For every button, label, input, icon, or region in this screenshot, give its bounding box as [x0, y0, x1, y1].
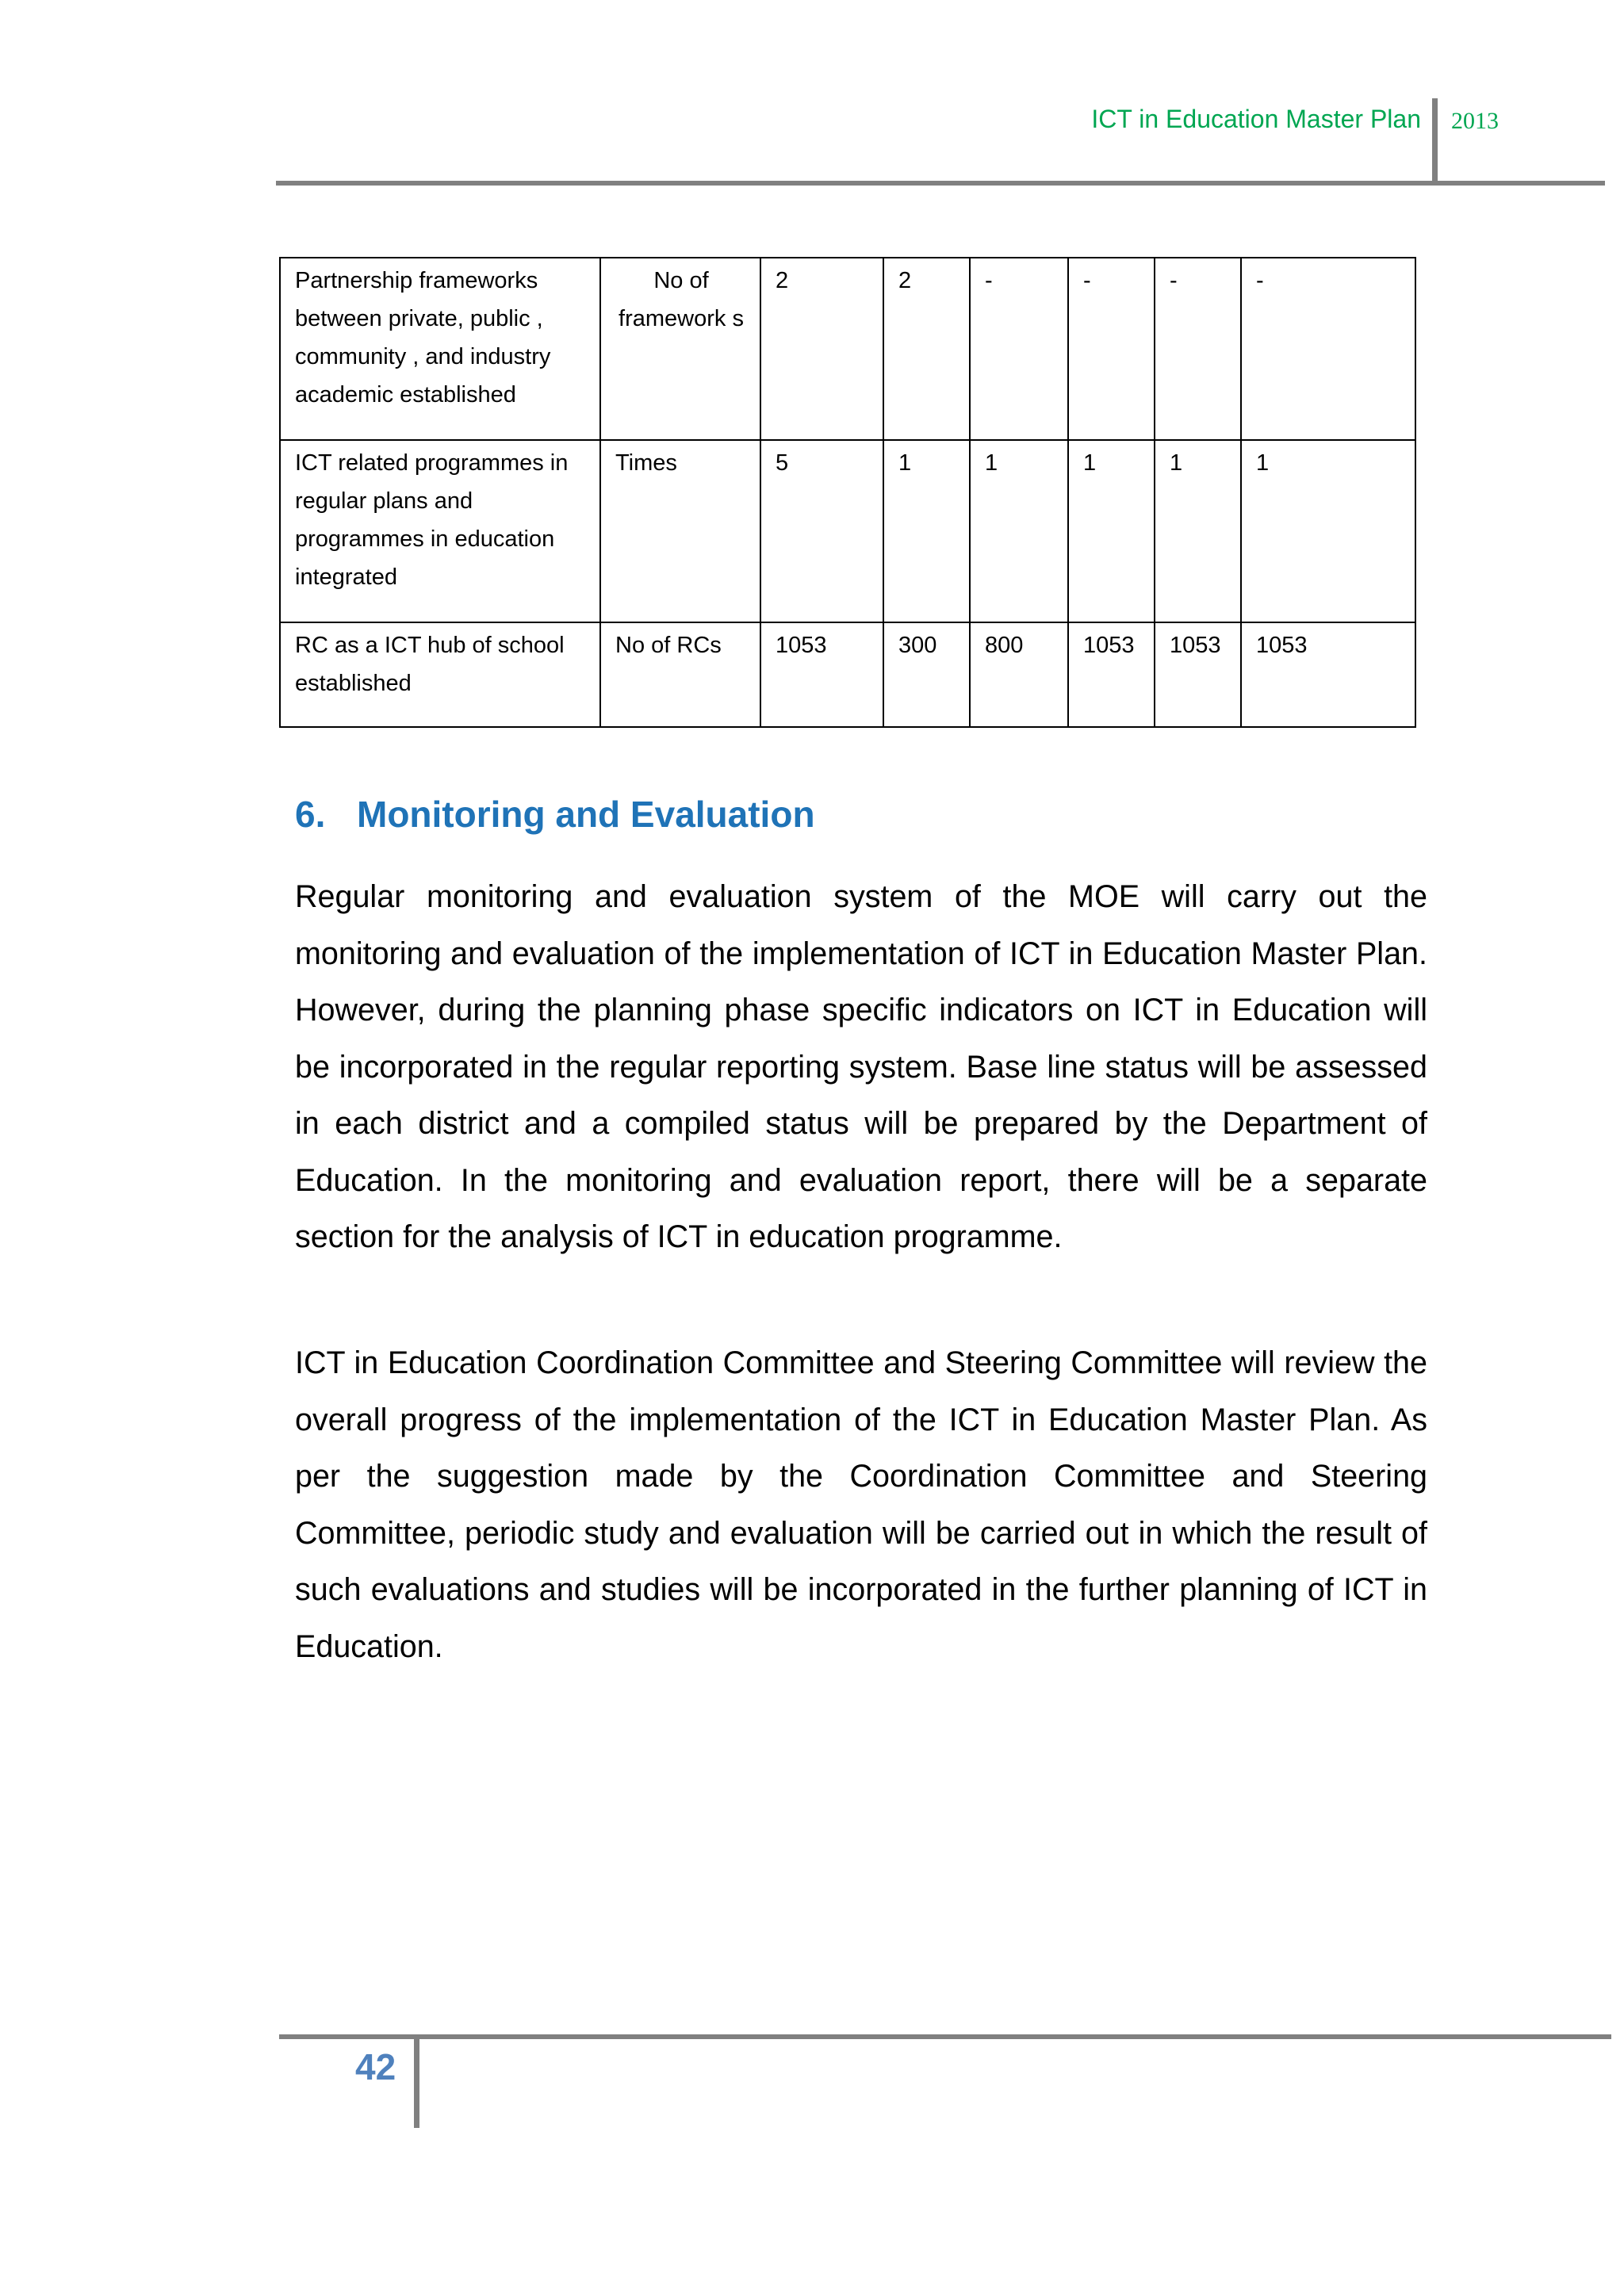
indicator-cell: RC as a ICT hub of school established — [280, 622, 600, 727]
value-cell: 1 — [883, 440, 970, 622]
value-cell: 1 — [1068, 440, 1155, 622]
footer-divider-vertical — [414, 2034, 419, 2128]
value-cell: 1 — [970, 440, 1068, 622]
unit-cell: No of RCs — [600, 622, 760, 727]
section-number: 6. — [295, 794, 326, 835]
value-cell: 300 — [883, 622, 970, 727]
value-cell: 1053 — [760, 622, 883, 727]
section-heading — [295, 793, 815, 836]
table-row — [280, 622, 1415, 727]
table-row — [280, 258, 1415, 440]
footer-rule — [279, 2034, 1611, 2039]
value-cell: - — [970, 258, 1068, 440]
table-row — [280, 440, 1415, 622]
value-cell: 2 — [760, 258, 883, 440]
header-rule — [276, 181, 1605, 186]
value-cell: 2 — [883, 258, 970, 440]
value-cell: - — [1155, 258, 1241, 440]
value-cell: - — [1241, 258, 1415, 440]
unit-cell: Times — [600, 440, 760, 622]
section-title: Monitoring and Evaluation — [357, 794, 815, 835]
indicator-cell: ICT related programmes in regular plans and programmes in education integrated — [280, 440, 600, 622]
value-cell: 1053 — [1241, 622, 1415, 727]
body-paragraph: ICT in Education Coordination Committee and Steering Committee will review the overall progress of the implementation of the ICT in Education Master Plan. As per the suggestion made by the Coordination Committee and Steering Committee, periodic study and evaluation will be carried out in which the result of such evaluations and studies will be incorporated in the further planning of ICT in Education. — [295, 1345, 1427, 1664]
value-cell: 1053 — [1068, 622, 1155, 727]
value-cell: 1 — [1241, 440, 1415, 622]
value-cell: 1053 — [1155, 622, 1241, 727]
value-cell: 800 — [970, 622, 1068, 727]
value-cell: - — [1068, 258, 1155, 440]
body-paragraph: Regular monitoring and evaluation system of the MOE will carry out the monitoring and evaluation of the implementation of ICT in Education Master Plan. However, during the planning phase specific indicators on ICT in Education will be incorporated in the regular reporting system. Base line status will be assessed in each district and a compiled status will be prepared by the Department of Education. In the monitoring and evaluation report, there will be a separate section for the analysis of ICT in education programme. — [295, 879, 1427, 1254]
running-header-title: ICT in Education Master Plan — [1091, 105, 1421, 133]
unit-cell: No of framework s — [600, 258, 760, 440]
value-cell: 1 — [1155, 440, 1241, 622]
indicators-table — [279, 257, 1416, 728]
indicator-cell: Partnership frameworks between private, public , community , and industry academic established — [280, 258, 600, 440]
value-cell: 5 — [760, 440, 883, 622]
page-number: 42 — [355, 2046, 396, 2087]
header-divider-vertical — [1432, 98, 1438, 186]
running-header-year: 2013 — [1451, 108, 1499, 134]
